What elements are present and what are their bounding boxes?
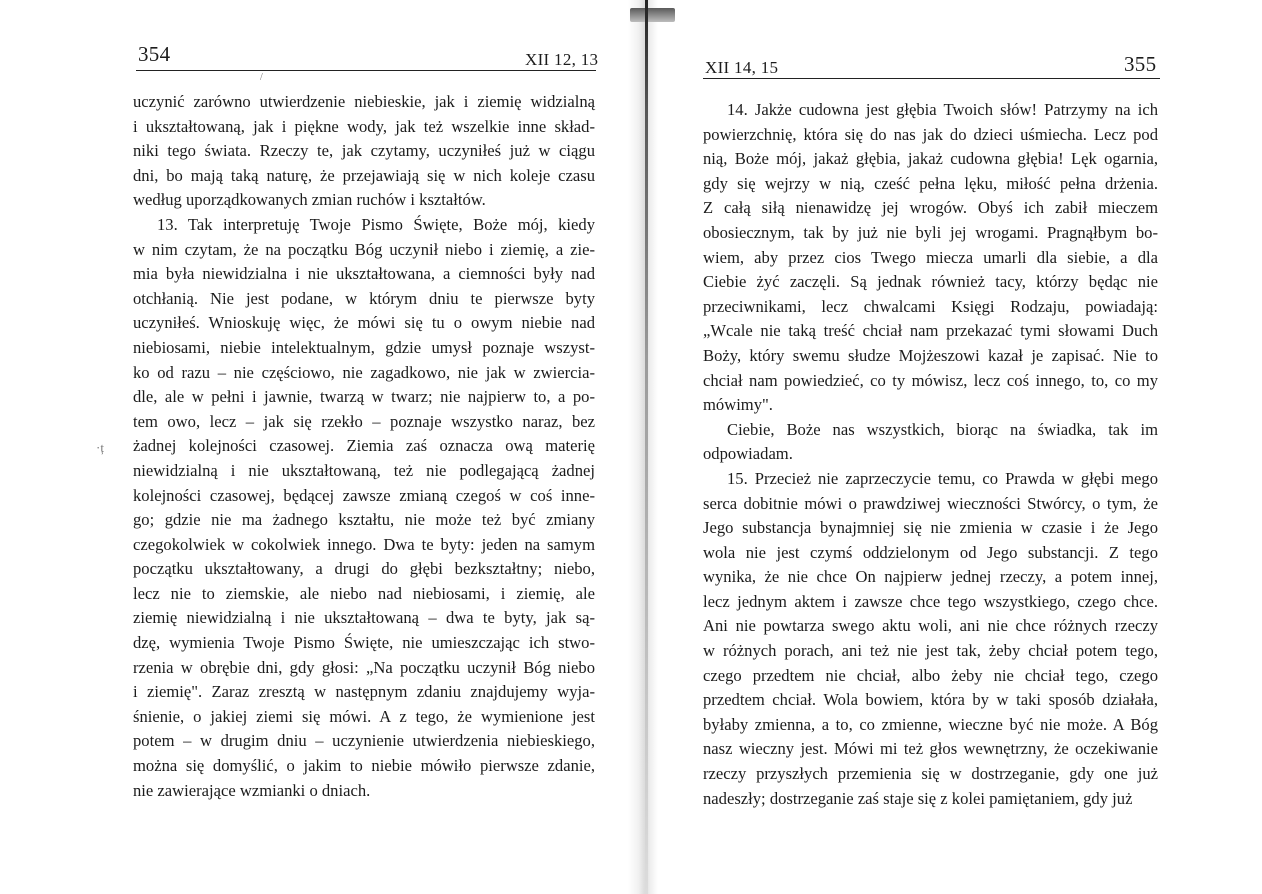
text-line: potem – w drugim dniu – uczynienie utwierdzenia niebieskiego, (133, 731, 595, 751)
left-body-text (133, 90, 595, 803)
text-line: rzenia w obrębie dni, gdy głosi: „Na początku uczynił Bóg niebo (133, 657, 595, 677)
text-line: w różnych porach, ani też nie jest tak, żeby chciał potem tego, (703, 641, 1158, 661)
left-page-number: 354 (138, 42, 171, 66)
text-line: dle, ale w pełni i jawnie, twarzą w twarz; nie najpierw to, a po- (133, 387, 595, 407)
text-line: śnienie, o jakiej ziemi się mówi. A z tego, że wymienione jest (133, 706, 595, 726)
text-line: w nim czytam, że na początku Bóg uczynił niebo i ziemię, a zie- (133, 239, 595, 259)
text-line: otchłanią. Nie jest podane, w którym dniu te pierwsze byty (133, 288, 595, 308)
text-line: lecz nie to ziemskie, ale niebo nad niebiosami, i ziemię, ale (133, 583, 595, 603)
text-line: początku ukształtowany, a drugi do głębi bezkształtny; niebo, (133, 559, 595, 579)
text-line: uczyniłeś. Wnioskuję więc, że mówi się tu o owym niebie nad (133, 313, 595, 333)
text-line: Jego substancja bynajmniej się nie zmienia w czasie i że Jego (703, 518, 1158, 538)
text-line: można się domyślić, o jakim to niebie mówiło pierwsze zdanie, (133, 756, 595, 776)
left-page (0, 0, 628, 894)
text-line: serca dobitnie mówi o prawdziwej wieczności Stwórcy, o tym, że (703, 493, 1158, 513)
right-body-text (703, 98, 1158, 811)
text-line: ko od razu – nie częściowo, nie zagadkowo, nie jak w zwiercia- (133, 362, 595, 382)
text-line: chciał nam powiedzieć, co ty mówisz, lecz coś innego, to, co my (703, 370, 1158, 390)
spine-shadow (645, 0, 648, 894)
text-line: mówimy". (703, 395, 773, 415)
text-line: nią, Boże mój, jakaż głębia, jakaż cudowna głębia! Lęk ogarnia, (703, 149, 1158, 169)
right-header-rule (703, 78, 1160, 79)
right-page-number: 355 (1124, 52, 1157, 76)
left-header-rule (136, 70, 596, 71)
text-line: Boży, który swemu słudze Mojżeszowi kazał je zapisać. Nie to (703, 345, 1158, 365)
text-line: uczynić zarówno utwierdzenie niebieskie, jak i ziemię widzialną (133, 92, 595, 111)
text-line: i ziemię". Zaraz zresztą w następnym zdaniu znajdujemy wyja- (133, 682, 595, 702)
scan-speck: ·ț (96, 440, 104, 455)
text-line: tem owo, lecz – jak się rzekło – poznaje wszystko naraz, bez (133, 411, 595, 431)
text-line: obosiecznym, tak by już nie byli jej wrogami. Pragnąłbym bo- (703, 222, 1158, 242)
text-line: Ciebie, Boże nas wszystkich, biorąc na świadka, tak im (727, 419, 1158, 439)
text-line: wiem, aby przez cios Twego miecza umarli dla siebie, a dla (703, 247, 1158, 267)
right-page (660, 0, 1262, 894)
text-line: niewidzialną i nie ukształtowaną, też nie podlegającą żadnej (133, 460, 595, 480)
text-line: przeciwnikami, lecz chwalcami Księgi Rodzaju, powiadają: (703, 296, 1158, 316)
text-line: według uporządkowanych zmian ruchów i kształtów. (133, 190, 486, 210)
text-line: nie zawierające wzmianki o dniach. (133, 780, 371, 800)
text-line: 15. Przecież nie zaprzeczycie temu, co Prawda w głębi mego (727, 468, 1158, 488)
text-line: rzeczy przyszłych przemienia się w dostrzeganie, gdy one już (703, 764, 1158, 784)
text-line: czego przedtem nie chciał, albo żeby nie chciał tego, czego (703, 665, 1158, 685)
text-line: odpowiadam. (703, 444, 793, 464)
text-line: niki tego świata. Rzeczy te, jak czytamy, uczyniłeś już w ciągu (133, 141, 595, 161)
text-line: powierzchnię, która się do nas jak do dzieci uśmiecha. Lecz pod (703, 124, 1158, 144)
text-line: go; gdzie nie ma żadnego kształtu, nie może też być zmiany (133, 510, 595, 530)
text-line: Ciebie żyć zaczęli. Są jednak również tacy, którzy będąc nie (703, 272, 1158, 292)
text-line: „Wcale nie taką treść chciał nam przekazać tymi słowami Duch (703, 321, 1158, 341)
text-line: i ukształtowaną, jak i piękne wody, jak też wszelkie inne skład- (133, 116, 595, 136)
text-line: żadnej kolejności czasowej. Ziemia zaś oznacza ową materię (133, 436, 595, 456)
text-line: nasz wieczny jest. Mówi mi też głos wewnętrzny, że oczekiwanie (703, 739, 1158, 759)
text-line: ziemię niewidzialną i nie ukształtowaną – dwa te byty, jak są- (133, 608, 595, 628)
text-line: byłaby zmienna, a to, co zmienne, wieczne być nie może. A Bóg (703, 714, 1158, 734)
text-line: wynika, że nie chce On najpierw jednej rzeczy, a potem innej, (703, 567, 1158, 587)
text-line: 14. Jakże cudowna jest głębia Twoich słów! Patrzymy na ich (727, 100, 1158, 119)
book-gutter (628, 0, 658, 894)
text-line: gdy się wejrzy w nią, cześć pełna lęku, miłość pełna drżenia. (703, 173, 1158, 193)
text-line: dni, bo mają taką naturę, że przejawiają się w nich koleje czasu (133, 165, 595, 185)
text-line: Z całą siłą nienawidzę jej wrogów. Obyś ich zabił mieczem (703, 198, 1158, 218)
text-line: kolejności czasowej, będącej zawsze zmianą czegoś w coś inne- (133, 485, 595, 505)
text-line: przedtem chciał. Wola bowiem, która by w taki sposób działała, (703, 690, 1158, 710)
text-line: czegokolwiek w cokolwiek innego. Dwa te byty: jeden na samym (133, 534, 595, 554)
text-line: lecz jednym aktem i zawsze chce tego wszystkiego, czego chce. (703, 591, 1158, 611)
right-running-head: XII 14, 15 (705, 58, 779, 77)
text-line: wola nie jest czymś oddzielonym od Jego substancji. Z tego (703, 542, 1158, 562)
text-line: niebiosami, niebie intelektualnym, gdzie umysł poznaje wszyst- (133, 337, 595, 357)
left-running-head: XII 12, 13 (525, 50, 599, 69)
text-line: dzę, wymienia Twoje Pismo Święte, nie umieszczając ich stwo- (133, 633, 595, 653)
text-line: Ani nie powtarza swego aktu woli, ani nie chce różnych rzeczy (703, 616, 1158, 636)
scan-speck: / (260, 72, 263, 83)
text-line: 13. Tak interpretuję Twoje Pismo Święte, Boże mój, kiedy (157, 214, 595, 234)
text-line: mia była niewidzialna i nie ukształtowana, a ciemności były nad (133, 264, 595, 284)
text-line: nadeszły; dostrzeganie zaś staje się z kolei pamiętaniem, gdy już (703, 788, 1133, 808)
